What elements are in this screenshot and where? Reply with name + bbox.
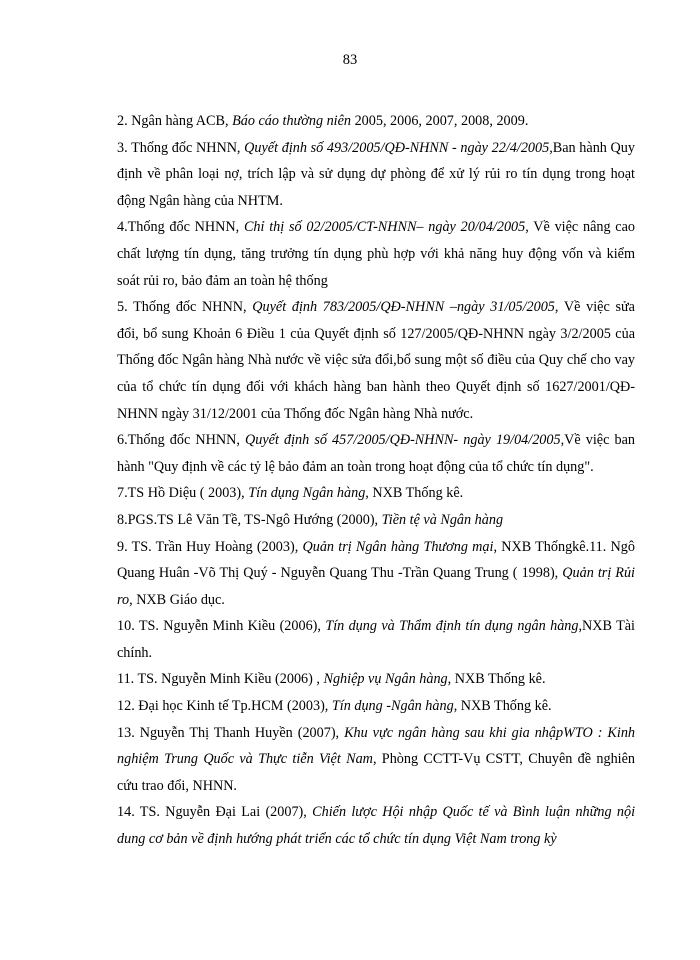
reference-item [117,427,635,480]
page-number: 83 [342,52,358,68]
reference-item [117,214,635,294]
reference-title: Tiền tệ và Ngân hàng [381,511,504,528]
reference-text: , NXB Giáo dục. [129,591,225,608]
reference-text: 14. TS. Nguyễn Đại Lai (2007), [117,804,313,821]
reference-text: 5. Thống đốc NHNN, [117,299,253,316]
reference-title: Tín dụng và Thẩm định tín dụng ngân hàng [325,618,579,635]
reference-title: Chỉ thị số 02/2005/CT-NHNN– ngày 20/04/2005 [243,219,526,236]
reference-text: 12. Đại học Kinh tế Tp.HCM (2003), [117,698,332,715]
reference-text: 10. TS. Nguyễn Minh Kiều (2006), [117,618,326,635]
reference-item [117,720,635,800]
reference-text: , NXB Thống kê. [453,698,552,715]
reference-text: , Phòng CCTT-Vụ CSTT, Chuyên đề nghiên cứu trao đổi, NHNN. [117,751,636,794]
reference-title: Quản trị Rủi ro [117,565,635,608]
reference-list [117,108,635,853]
reference-text: 6.Thống đốc NHNN, [117,432,246,449]
reference-title: Chiến lược Hội nhập Quốc tế và Bình luận những nội dung cơ bản về định hướng phát triển các tổ chức tín dụng Việt Nam trong kỳ [117,804,636,848]
reference-item [117,666,635,693]
reference-title: Báo cáo thường niên [232,113,352,129]
reference-text: 8.PGS.TS Lê Văn Tề, TS-Ngô Hướng (2000), [117,511,382,528]
reference-item [117,507,635,534]
reference-title: Quyết định 783/2005/QĐ-NHNN –ngày 31/05/2005 [252,299,555,316]
reference-title: Quyết định số 493/2005/QĐ-NHNN - ngày 22/4/2005 [244,139,550,156]
reference-text: 2. Ngân hàng ACB, [117,113,233,129]
reference-text: 11. TS. Nguyễn Minh Kiều (2006) , [117,671,324,688]
reference-text: ,NXB Tài chính. [117,618,635,661]
reference-item [117,799,635,852]
reference-item [117,135,635,215]
reference-title: Khu vực ngân hàng sau khi gia nhậpWTO : Kinh nghiệm Trung Quốc và Thực tiễn Việt Nam [117,724,636,768]
reference-item [117,534,635,614]
reference-text: , Về việc nâng cao chất lượng tín dụng, tăng trưởng tín dụng phù hợp với khả năng huy động vốn và kiểm soát rủi ro, bảo đảm an toàn hệ thống [117,219,635,289]
reference-item [117,693,635,720]
reference-title: Quản trị Ngân hàng Thương mại [302,538,494,555]
reference-text: NXB Thống kê. [451,671,546,688]
reference-text: , Về việc sửa đổi, bổ sung Khoản 6 Điều 1 của Quyết định số 127/2005/QĐ-NHNN ngày 3/2/2005 của Thống đốc Ngân hàng Nhà nước về việc sửa đổi,bổ sung một số điều của Quy chế cho vay của tổ chức tín dụng đối với khách hàng ban hành theo Quyết định số 1627/2001/QĐ-NHNN ngày 31/12/2001 của Thống đốc Ngân hàng Nhà nước. [117,299,635,422]
reference-text: , NXB Thống kê. [365,485,464,502]
reference-text: , NXB Thốngkê.11. Ngô Quang Huân -Võ Thị Quý - Nguyễn Quang Thu -Trần Quang Trung ( 1998), [117,538,635,582]
reference-text: ,Ban hành Quy định về phân loại nợ, trích lập và sử dụng dự phòng để xử lý rủi ro tín dụng trong hoạt động Ngân hàng của NHTM. [117,139,635,209]
reference-text: 13. Nguyễn Thị Thanh Huyền (2007), [117,724,345,741]
reference-title: Tín dụng -Ngân hàng [331,698,454,715]
reference-text: 2005, 2006, 2007, 2008, 2009. [351,113,529,129]
reference-text: 3. Thống đốc NHNN, [117,139,245,156]
reference-item [117,613,635,666]
reference-text: 9. TS. Trần Huy Hoàng (2003), [117,538,303,555]
reference-text: 7.TS Hồ Diệu ( 2003), [117,485,249,502]
reference-text: ,Về việc ban hành "Quy định về các tỷ lệ bảo đảm an toàn trong hoạt động của tổ chức tín dụng". [117,432,635,475]
reference-text: 4.Thống đốc NHNN, [117,219,244,236]
reference-title: Quyết định số 457/2005/QĐ-NHNN- ngày 19/04/2005 [245,432,561,449]
reference-title: Nghiệp vụ Ngân hàng, [323,671,452,688]
reference-item [117,480,635,507]
reference-title: Tín dụng Ngân hàng [248,485,366,502]
reference-item [117,294,635,427]
reference-item [117,108,635,135]
